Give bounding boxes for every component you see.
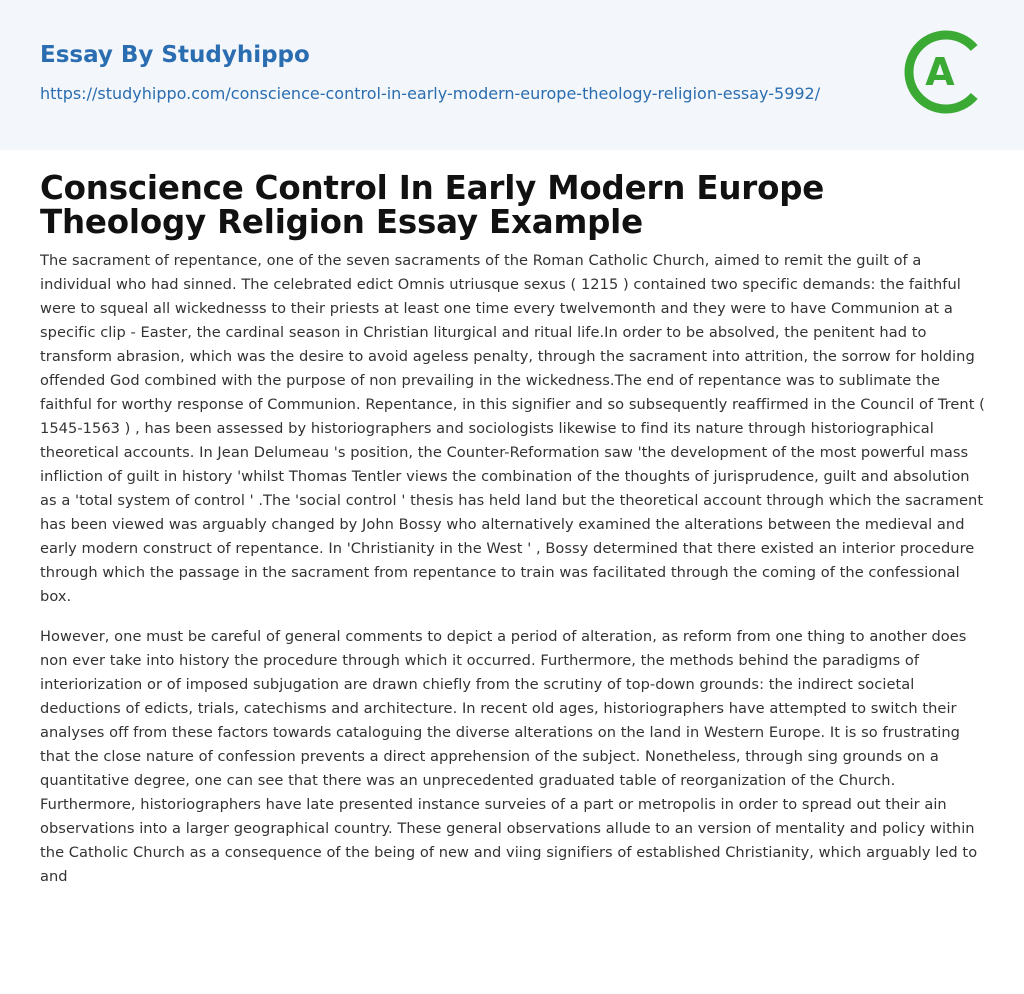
- logo-letter: A: [925, 50, 955, 94]
- essay-url-link[interactable]: https://studyhippo.com/conscience-control-in-early-modern-europe-theology-religion-essay-5992/: [40, 84, 821, 103]
- essay-title: Conscience Control In Early Modern Europe Theology Religion Essay Example: [40, 169, 825, 241]
- site-header: [0, 0, 1024, 150]
- essay-paragraph: The sacrament of repentance, one of the seven sacraments of the Roman Catholic Church, aimed to remit the guilt of a individual who had sinned. The celebrated edict Omnis utriusque sexus ( 1215 ) contained two specific demands: the faithful were to squeal all wickednesss to their priests at least one time every twelvemonth and they were to have Communion at a specific clip - Easter, the cardinal season in Christian liturgical and ritual life.In order to be absolved, the penitent had to transform abrasion, which was the desire to avoid ageless penalty, through the sacrament into attrition, the sorrow for holding offended God combined with the purpose of non prevailing in the wickedness.The end of repentance was to sublimate the faithful for worthy response of Communion. Repentance, in this signifier and so subsequently reaffirmed in the Council of Trent ( 1545-1563 ) , has been assessed by historiographers and sociologists likewise to find its nature through historiographical theoretical accounts. In Jean Delumeau 's position, the Counter-Reformation saw 'the development of the most powerful mass infliction of guilt in history 'whilst Thomas Tentler views the combination of the thoughts of jurisprudence, guilt and absolution as a 'total system of control ' .The 'social control ' thesis has held land but the theoretical account through which the sacrament has been viewed was arguably changed by John Bossy who alternatively examined the alterations between the medieval and early modern construct of repentance. In 'Christianity in the West ' , Bossy determined that there existed an interior procedure through which the passage in the sacrament from repentance to train was facilitated through the coming of the confessional box.: [40, 252, 985, 605]
- studyhippo-logo[interactable]: [900, 26, 992, 118]
- essay-paragraph: However, one must be careful of general comments to depict a period of alteration, as reform from one thing to another does non ever take into history the procedure through which it occurred. Furthermore, the methods behind the paradigms of interiorization or of imposed subjugation are drawn chiefly from the scrutiny of top-down grounds: the indirect societal deductions of edicts, trials, catechisms and architecture. In recent old ages, historiographers have attempted to switch their analyses off from these factors towards cataloguing the diverse alterations on the land in Western Europe. It is so frustrating that the close nature of confession prevents a direct apprehension of the subject. Nonetheless, through sing grounds on a quantitative degree, one can see that there was an unprecedented graduated table of reorganization of the Church. Furthermore, historiographers have late presented instance surveies of a part or metropolis in order to spread out their ain observations into a larger geographical country. These general observations allude to an version of mentality and policy within the Catholic Church as a consequence of the being of new and viing signifiers of established Christianity, which arguably led to and: [40, 628, 978, 885]
- essay-body: [40, 249, 985, 905]
- site-brand[interactable]: Essay By Studyhippo: [40, 42, 310, 68]
- logo-a-icon: [900, 26, 992, 118]
